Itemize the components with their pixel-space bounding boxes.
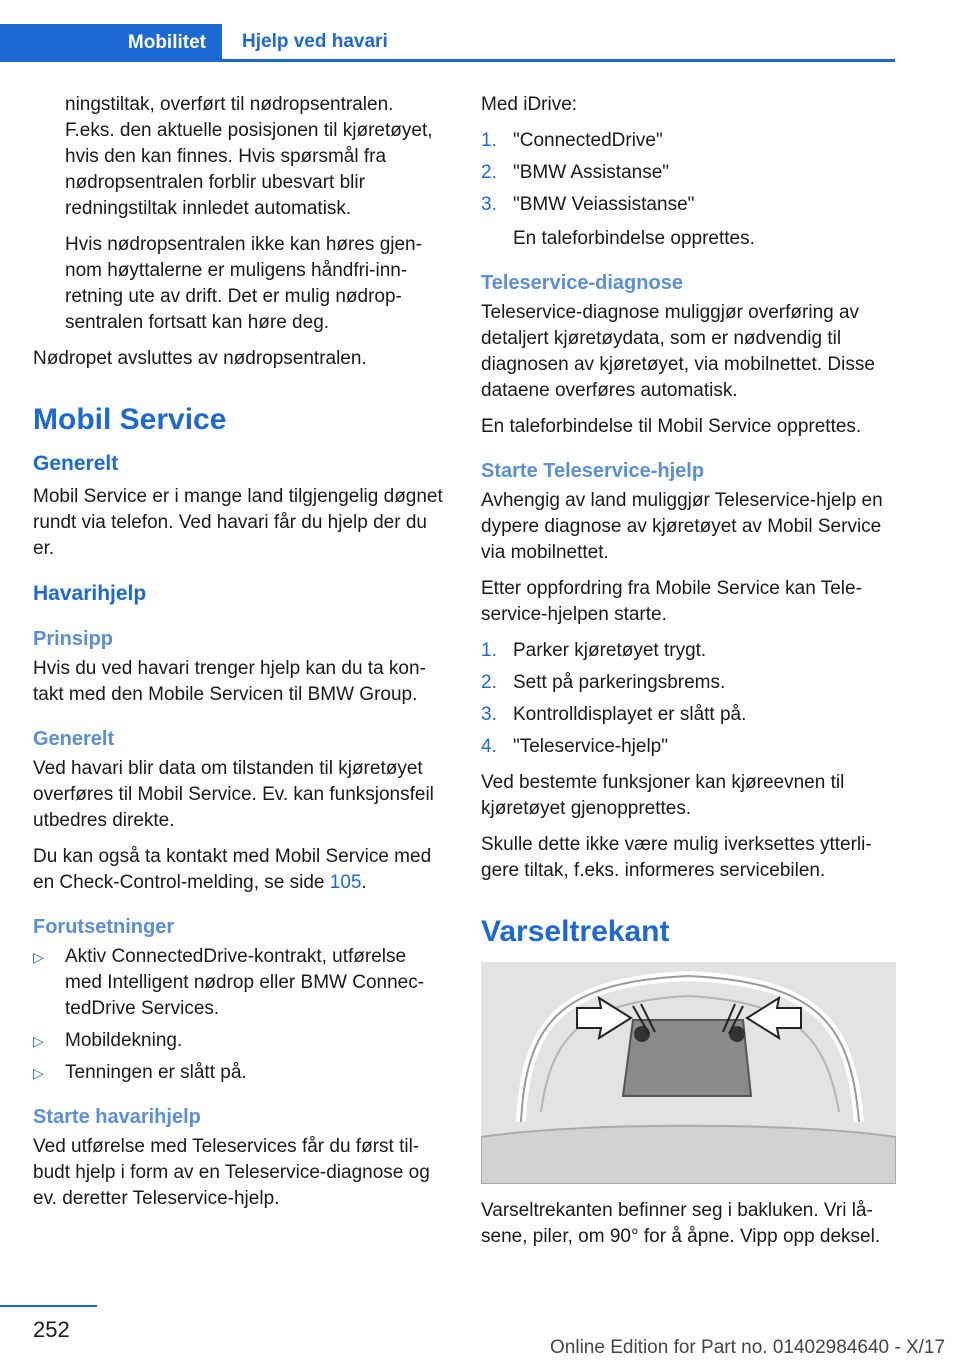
paragraph-bestemte: Ved bestemte funksjoner kan kjøreevnen til kjøretøyet gjenopprettes. (481, 772, 845, 819)
step-text: Parker kjøretøyet trygt. (513, 640, 707, 661)
heading-prinsipp: Prinsipp (33, 628, 114, 650)
list-item-text: Aktiv ConnectedDrive-kontrakt, utførelse med Intelligent nødrop eller BMW ConnectedDrive Services. (65, 946, 425, 1019)
page-number: 252 (33, 1317, 70, 1342)
right-column (481, 92, 896, 1260)
trunk-lid-drawing (481, 962, 896, 1184)
heading-varseltrekant: Varseltrekant (481, 915, 670, 948)
intro-paragraph-2: Hvis nødropsentralen ikke kan høres gjennom høyttalerne er muligens håndfri-innretning ute av drift. Det er mulig nødropsentralen fortsatt kan høre deg. (65, 234, 422, 333)
list-item (481, 160, 896, 186)
step-text: Kontrolldisplayet er slått på. (513, 704, 747, 725)
heading-starte-teleservice: Starte Teleservice-hjelp (481, 460, 705, 482)
step-text: Sett på parkeringsbrems. (513, 672, 726, 693)
step-number: 4. (481, 736, 497, 757)
paragraph-starte-havarihjelp: Ved utførelse med Teleservices får du først tilbudt hjelp i form av en Teleservice-diagnose og ev. deretter Teleservice-hjelp. (33, 1136, 430, 1209)
warning-triangle-illustration (481, 962, 896, 1184)
paragraph-diagnose-1: Teleservice-diagnose muliggjør overføring av detaljert kjøretøydata, som er nødvendig til diagnosen av kjøretøyet, via mobilnettet. Disse dataene overføres automatisk. (481, 302, 875, 401)
footer-divider (0, 1305, 97, 1307)
bullet-triangle-icon: ▷ (33, 1065, 44, 1081)
bullet-triangle-icon: ▷ (33, 949, 44, 965)
list-item (481, 638, 896, 664)
section-tab: Mobilitet (0, 24, 222, 62)
chapter-tab: Hjelp ved havari (222, 24, 895, 62)
list-item (481, 670, 896, 696)
paragraph-generelt-1: Mobil Service er i mange land tilgjengelig døgnet rundt via telefon. Ved havari får du hjelp der du er. (33, 486, 443, 559)
page-header (0, 24, 895, 62)
list-item (481, 128, 896, 154)
teleservice-steps-list (481, 638, 896, 760)
paragraph-generelt-2a: Ved havari blir data om tilstanden til kjøretøyet overføres til Mobil Service. Ev. kan funksjonsfeil utbedres direkte. (33, 758, 434, 831)
paragraph-teleservice-1: Avhengig av land muliggjør Teleservice-hjelp en dypere diagnose av kjøretøyet av Mobil Service via mobilnettet. (481, 490, 883, 563)
heading-teleservice-diagnose: Teleservice-diagnose (481, 272, 683, 294)
heading-generelt-1: Generelt (33, 452, 119, 475)
heading-generelt-2: Generelt (33, 728, 115, 750)
list-item (33, 1060, 448, 1086)
step-number: 3. (481, 704, 497, 725)
requirements-list (33, 944, 448, 1086)
heading-forutsetninger: Forutsetninger (33, 916, 175, 938)
step-text: "BMW Veiassistanse" (513, 194, 695, 215)
bullet-triangle-icon: ▷ (33, 1033, 44, 1049)
paragraph-skulle: Skulle dette ikke være mulig iverksettes ytterligere tiltak, f.eks. informeres servicebilen. (481, 834, 872, 881)
list-item (481, 702, 896, 728)
step-text: "BMW Assistanse" (513, 162, 670, 183)
step-number: 2. (481, 672, 497, 693)
step-number: 1. (481, 130, 497, 151)
step-number: 2. (481, 162, 497, 183)
list-item-text: Mobildekning. (65, 1030, 183, 1051)
step-number: 3. (481, 194, 497, 215)
list-item (481, 734, 896, 760)
list-item-text: Tenningen er slått på. (65, 1062, 247, 1083)
intro-paragraph-1: ningstiltak, overført til nødropsentralen. F.eks. den aktuelle posisjonen til kjøretøyet, hvis den kan finnes. Hvis spørsmål fra nødropsentralen forblir ubesvart blir redningstiltak innledet automatisk. (65, 94, 433, 219)
idrive-steps-list (481, 128, 896, 218)
edition-note: Online Edition for Part no. 01402984640 - X/17 (550, 1337, 946, 1358)
paragraph-diagnose-2: En taleforbindelse til Mobil Service opprettes. (481, 416, 862, 437)
paragraph-varseltrekant: Varseltrekanten befinner seg i bakluken. Vri låsene, piler, om 90° for å åpne. Vipp opp deksel. (481, 1200, 881, 1247)
step-text: "Teleservice-hjelp" (513, 736, 668, 757)
paragraph-prinsipp: Hvis du ved havari trenger hjelp kan du ta kontakt med den Mobile Servicen til BMW Group. (33, 658, 426, 705)
list-item (33, 944, 448, 1022)
list-item (481, 192, 896, 218)
intro-paragraph-3: Nødropet avsluttes av nødropsentralen. (33, 348, 367, 369)
heading-mobil-service: Mobil Service (33, 403, 227, 436)
heading-starte-havarihjelp: Starte havarihjelp (33, 1106, 201, 1128)
paragraph-teleservice-2: Etter oppfordring fra Mobile Service kan Teleservice-hjelpen starte. (481, 578, 862, 625)
paragraph-generelt-2b (33, 844, 448, 896)
page-reference-link[interactable]: 105 (329, 872, 362, 893)
list-item (33, 1028, 448, 1054)
paragraph-generelt-2b-text: Du kan også ta kontakt med Mobil Service med en Check-Control-melding, se side (33, 846, 432, 893)
left-column (33, 92, 448, 1222)
step-number: 1. (481, 640, 497, 661)
paragraph-generelt-2b-end: . (361, 872, 367, 893)
step-text: "ConnectedDrive" (513, 130, 663, 151)
paragraph-idrive: Med iDrive: (481, 94, 578, 115)
heading-havarihjelp: Havarihjelp (33, 582, 147, 605)
idrive-substep: En taleforbindelse opprettes. (513, 228, 755, 249)
